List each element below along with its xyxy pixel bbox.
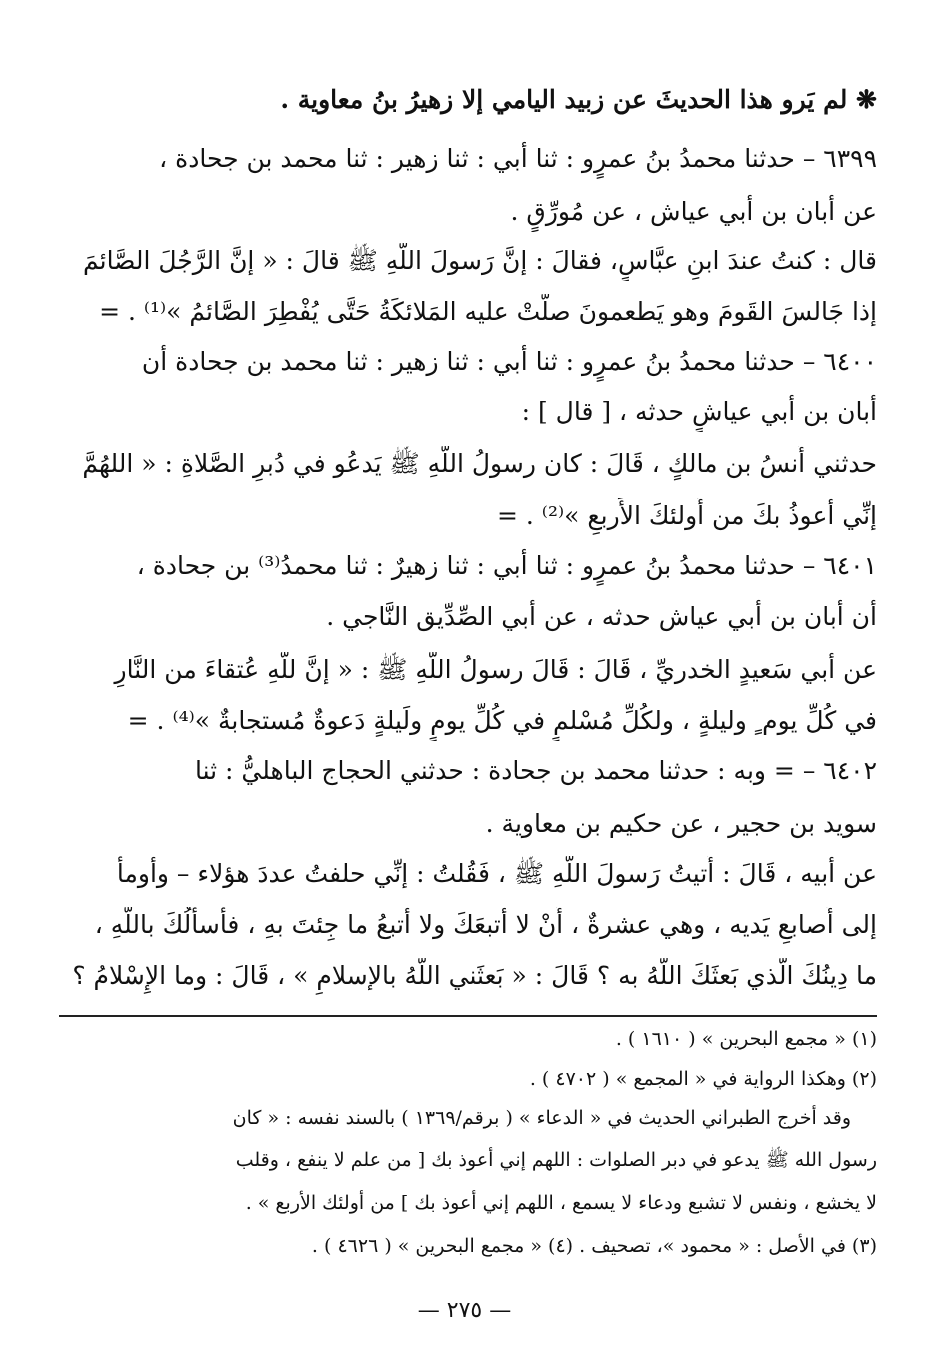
footnote-2-continuation: رسول الله ﷺ يدعو في دبر الصلوات : اللهم إني أعوذ بك [ من علم لا ينفع ، وقلب (235, 1149, 877, 1171)
text-line: عن أبيه ، قَالَ : أَتيتُ رَسولَ اللَّهِ ﷺ ، فَقُلتُ : إنِّي حلفتُ عددَ هؤلاء – وأومأ (116, 859, 877, 888)
hadith-6402-line: ٦٤٠٢ – = وبه : حدثنا محمد بن جحادة : حدثني الحجاج الباهليُّ : ثنا (194, 756, 877, 785)
text-line: ما دِينُكَ الَّذي بَعثَكَ اللَّهُ به ؟ قَالَ : « بَعثَني اللَّهُ بالإسلامِ » ، قَالَ : وما الإِسْلامُ ؟ (72, 961, 877, 990)
text-line: سويد بن حجير ، عن حكيم بن معاوية . (485, 809, 877, 838)
footnote-3-4: (٣) في الأصل : « محمود »، تصحيف . (٤) « مجمع البحرين » ( ٤٦٢٦ ) . (311, 1235, 877, 1257)
text-line: أبان بن أبي عياشٍ حدثه ، [ قال ] : (521, 397, 877, 426)
text-line: عن أبي سَعيدٍ الخدريِّ ، قَالَ : قَالَ رسولُ اللَّهِ ﷺ : « إنَّ للَّهِ عُتقاءَ من النَّارِ (114, 655, 877, 684)
text-line: قال : كنتُ عندَ ابنِ عبَّاسٍ، فقالَ : إنَّ رَسولَ اللَّهِ ﷺ قالَ : « إنَّ الرَّجُلَ الصَّائمَ (82, 246, 877, 275)
text-line: إلى أَصابعِ يَديه ، وهي عشرةٌ ، أَنْ لا أتبعَكَ ولا أتبعُ ما جِئتَ بهِ ، فأسألُكَ باللَّهِ ، (94, 910, 877, 939)
footnote-2-continuation: وقد أخرج الطبراني الحديث في « الدعاء » ( برقم/١٣٦٩ ) بالسند نفسه : « كان (232, 1107, 851, 1129)
note-line: ❋ لم يَرو هذا الحديثَ عن زبيد اليامي إلا زهيرُ بنُ معاوية . (280, 85, 877, 114)
page-number: — ٢٧٥ — (417, 1298, 512, 1323)
text-line: عن أبان بن أبي عياش ، عن مُورِّقٍ . (510, 197, 877, 226)
text-line: أن أبان بن أبي عياش حدثه ، عن أبي الصِّدِّيق النَّاجي . (326, 602, 877, 631)
text-line: حدثني أَنسُ بن مالكٍ ، قَالَ : كان رسولُ اللَّهِ ﷺ يَدعُو في دُبرِ الصَّلاةِ : « اللهُمَّ (82, 449, 877, 478)
footnote-separator (59, 1015, 877, 1017)
footnote-1: (١) « مجمع البحرين » ( ١٦١٠ ) . (615, 1028, 877, 1050)
footnote-2: (٢) وهكذا الرواية في « المجمع » ( ٤٧٠٢ ) . (529, 1068, 877, 1090)
footnote-2-continuation: لا يخشع ، ونفس لا تشبع ودعاء لا يسمع ، اللهم إني أعوذ بك ] من أولئك الأربع » . (245, 1192, 877, 1214)
hadith-6399-line: ٦٣٩٩ – حدثنا محمدُ بنُ عمرٍو : ثنا أبي : ثنا زهير : ثنا محمد بن جحادة ، (159, 144, 877, 173)
text-line: إذا جَالسَ القَومَ وهو يَطعمونَ صلَّتْ عليه المَلائكَةُ حَتَّى يُفْطِرَ الصَّائمُ »⁽¹⁾ . = (99, 297, 877, 326)
hadith-6401-line: ٦٤٠١ – حدثنا محمدُ بنُ عمرٍو : ثنا أبي : ثنا زهيرٌ : ثنا محمدُ⁽³⁾ بن جحادة ، (136, 551, 877, 580)
text-line: إنِّي أعوذُ بكَ من أُولئكَ الأَربعِ »⁽²⁾ . = (497, 501, 877, 530)
text-line: في كُلِّ يوم ٍ وليلةٍ ، ولكُلِّ مُسْلمٍ في كُلِّ يومٍ ولَيلةٍ دَعوةٌ مُستجابةٌ »⁽⁴⁾ . = (127, 706, 877, 735)
hadith-6400-line: ٦٤٠٠ – حدثنا محمدُ بنُ عمرٍو : ثنا أبي : ثنا زهير : ثنا محمد بن جحادة أن (141, 347, 877, 376)
